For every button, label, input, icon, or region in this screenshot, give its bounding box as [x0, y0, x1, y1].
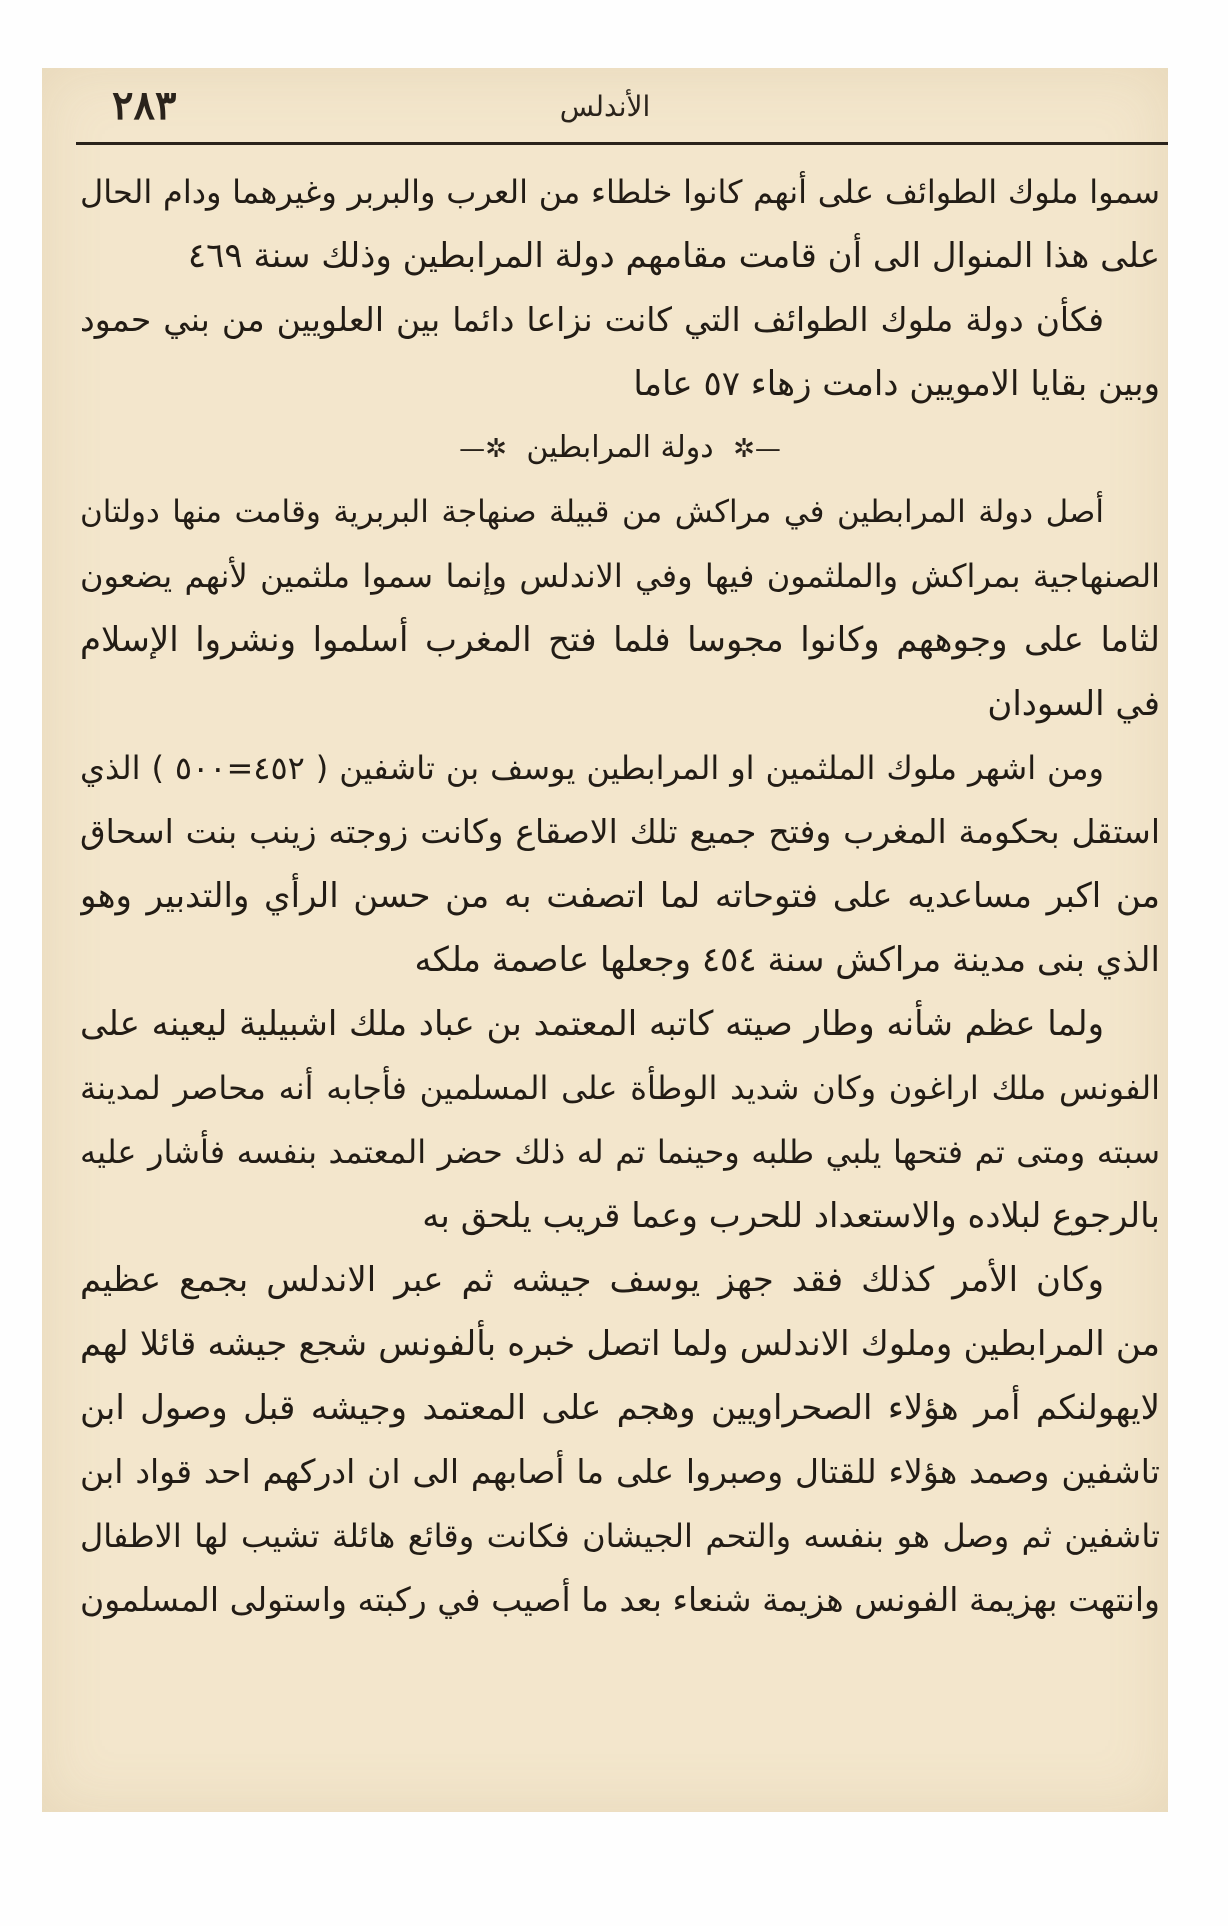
- running-title: الأندلس: [559, 90, 651, 123]
- text-line: ولما عظم شأنه وطار صيته كاتبه المعتمد بن عباد ملك اشبيلية ليعينه على: [80, 1004, 1104, 1044]
- text-line: الفونس ملك اراغون وكان شديد الوطأة على المسلمين فأجابه أنه محاصر لمدينة: [80, 1069, 1160, 1107]
- text-line: تاشفين ثم وصل هو بنفسه والتحم الجيشان فكانت وقائع هائلة تشيب لها الاطفال: [80, 1517, 1160, 1555]
- text-line: بالرجوع لبلاده والاستعداد للحرب وعما قريب يلحق به: [422, 1196, 1160, 1236]
- text-line: وانتهت بهزيمة الفونس هزيمة شنعاء بعد ما أصيب في ركبته واستولى المسلمون: [80, 1580, 1160, 1619]
- text-line: على هذا المنوال الى أن قامت مقامهم دولة المرابطين وذلك سنة ٤٦٩: [187, 236, 1160, 276]
- section-heading-text: دولة المرابطين: [526, 430, 714, 465]
- text-line: استقل بحكومة المغرب وفتح جميع تلك الاصقاع وكانت زوجته زينب بنت اسحاق: [80, 812, 1160, 851]
- page-body: [80, 160, 1160, 1632]
- text-line: من المرابطين وملوك الاندلس ولما اتصل خبره بألفونس شجع جيشه قائلا لهم: [80, 1324, 1160, 1364]
- text-line: سبته ومتى تم فتحها يلبي طلبه وحينما تم له ذلك حضر المعتمد بنفسه فأشار عليه: [80, 1133, 1160, 1171]
- section-heading: [80, 416, 1160, 480]
- text-line: من اكبر مساعديه على فتوحاته لما اتصفت به من حسن الرأي والتدبير وهو: [80, 876, 1160, 916]
- text-line: تاشفين وصمد هؤلاء للقتال وصبروا على ما أصابهم الى ان ادركهم احد قواد ابن: [80, 1452, 1160, 1491]
- text-line: ومن اشهر ملوك الملثمين او المرابطين يوسف بن تاشفين ( ٤٥٢=٥٠٠ ) الذي: [80, 749, 1105, 787]
- text-line: الذي بنى مدينة مراكش سنة ٤٥٤ وجعلها عاصمة ملكه: [414, 940, 1160, 980]
- text-line: وكان الأمر كذلك فقد جهز يوسف جيشه ثم عبر الاندلس بجمع عظيم: [80, 1260, 1104, 1300]
- book-page: [42, 68, 1168, 1812]
- ornament-left-icon: ✲—: [459, 434, 507, 464]
- text-line: وبين بقايا الامويين دامت زهاء ٥٧ عاما: [633, 364, 1160, 404]
- text-line: لثاما على وجوههم وكانوا مجوسا فلما فتح المغرب أسلموا ونشروا الإسلام: [80, 620, 1160, 660]
- running-head: [42, 82, 1168, 134]
- text-line: سموا ملوك الطوائف على أنهم كانوا خلطاء من العرب والبربر وغيرهما ودام الحال: [80, 173, 1160, 211]
- text-line: لايهولنكم أمر هؤلاء الصحراويين وهجم على المعتمد وجيشه قبل وصول ابن: [80, 1388, 1160, 1428]
- text-line: أصل دولة المرابطين في مراكش من قبيلة صنهاجة البربرية وقامت منها دولتان: [80, 494, 1104, 530]
- header-rule: [76, 142, 1168, 145]
- text-line: الصنهاجية بمراكش والملثمون فيها وفي الاندلس وإنما سموا ملثمين لأنهم يضعون: [80, 557, 1160, 595]
- ornament-right-icon: —✲: [733, 434, 781, 464]
- text-line: فكأن دولة ملوك الطوائف التي كانت نزاعا دائما بين العلويين من بني حمود: [80, 300, 1104, 339]
- page-number: ٢٨٣: [112, 82, 177, 129]
- text-line: في السودان: [987, 684, 1160, 724]
